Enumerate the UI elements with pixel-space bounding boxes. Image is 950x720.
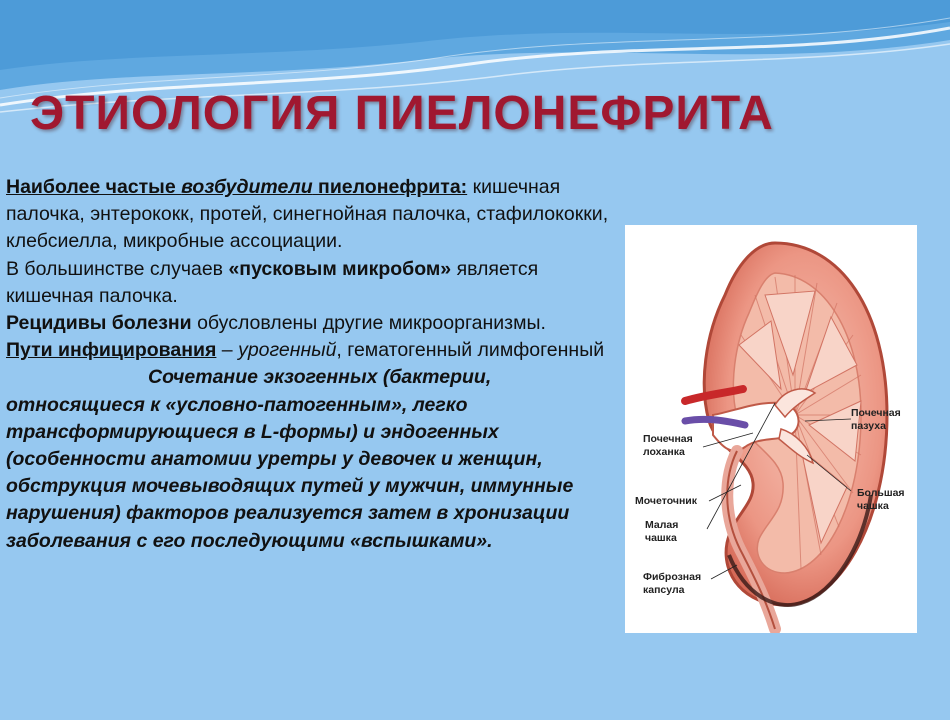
pathogens-paragraph xyxy=(6,174,616,256)
trigger-paragraph: В большинстве случаев «пусковым микробом» является кишечная палочка. xyxy=(6,257,539,307)
relapse-term: Рецидивы болезни xyxy=(6,312,192,335)
trigger-microbe: «пусковым микробом» xyxy=(228,257,452,280)
label-major-calyx: Большая чашка xyxy=(857,487,905,512)
kidney-illustration xyxy=(625,225,917,633)
relapse-paragraph: Рецидивы болезни обусловлены другие микроорганизмы. xyxy=(6,312,546,335)
conclusion-paragraph: Сочетание экзогенных (бактерии, относящиеся к «условно-патогенным», легко трансформирующиеся в L-формы) и эндогенных (особенности анатомии уретры у девочек и женщин, обструкция мочевыводящих путей у мужчин, иммунные нарушения) факторов реализуется затем в хронизации заболевания с его последующими «вспышками». xyxy=(6,366,574,552)
routes-term: Пути инфицирования xyxy=(6,339,217,362)
label-minor-calyx: Малая чашка xyxy=(645,519,679,544)
pathogens-lead: Наиболее частые возбудители пиелонефрита: xyxy=(6,176,468,198)
body-text xyxy=(6,174,616,555)
routes-paragraph: Пути инфицирования – урогенный, гематогенный лимфогенный xyxy=(6,339,605,362)
slide-title: ЭТИОЛОГИЯ ПИЕЛОНЕФРИТА xyxy=(30,87,774,140)
label-renal-sinus: Почечная пазуха xyxy=(851,407,901,432)
pathogens-list: кишечная палочка, энтерококк, протей, синегнойная палочка, стафилококки, клебсиелла, микробные ассоциации. xyxy=(6,176,609,253)
label-fibrous-capsule: Фиброзная капсула xyxy=(643,571,702,596)
label-ureter: Мочеточник xyxy=(635,495,698,507)
label-renal-pelvis: Почечная лоханка xyxy=(643,433,693,458)
